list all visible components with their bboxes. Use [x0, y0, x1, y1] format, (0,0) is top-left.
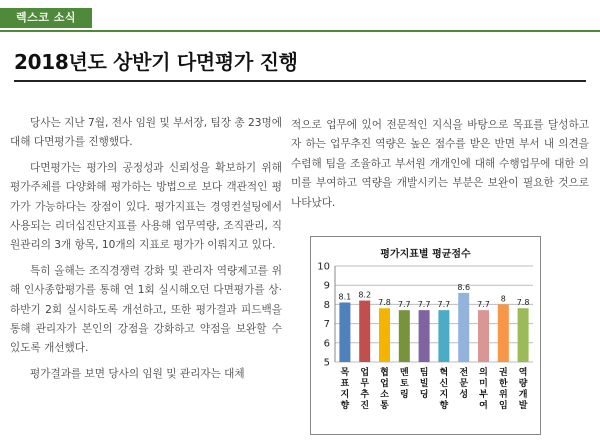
x-tick-label: 토 [399, 379, 409, 389]
x-tick-label: 지 [340, 390, 350, 400]
bar [419, 310, 430, 362]
paragraph: 당사는 지난 7월, 전사 임원 및 부서장, 팀장 총 23명에 대해 다면평가를 진행했다. [10, 117, 282, 149]
article-column-left [10, 114, 282, 390]
x-tick-label: 무 [360, 379, 370, 389]
x-tick-label: 한 [498, 379, 508, 389]
x-tick-label: 업 [380, 379, 389, 389]
x-tick-label: 임 [498, 401, 508, 411]
bar [359, 301, 370, 362]
paragraph: 적으로 업무에 있어 전문적인 지식을 바탕으로 목표를 달성하고자 하는 업무추진 역량은 높은 점수를 받은 반면 부서 내 의견을 수렴해 팀을 조율하고 부서원 개개인에 대해 수행업무에 대한 의미를 부여하고 역량을 개발시키는 부분은 보완이 필요한 것으로 나타났다. [291, 119, 589, 209]
article-title: 2018년도 상반기 다면평가 진행 [14, 50, 298, 74]
value-label: 8.6 [457, 282, 471, 292]
x-tick-label: 빌 [419, 379, 429, 389]
paragraph: 평가결과를 보면 당사의 임원 및 관리자는 대체 [30, 367, 245, 380]
bar [478, 310, 489, 362]
y-tick-label: 7 [323, 319, 330, 331]
x-tick-label: 소 [380, 390, 389, 400]
x-tick-label: 발 [518, 401, 528, 411]
x-tick-label: 권 [498, 368, 508, 378]
bar [458, 293, 469, 362]
x-tick-label: 신 [439, 379, 449, 389]
bar [339, 302, 350, 362]
x-tick-label: 팀 [419, 368, 429, 378]
x-tick-label: 통 [380, 401, 389, 411]
value-label: 7.8 [516, 298, 530, 308]
y-tick-label: 6 [323, 338, 330, 350]
x-tick-label: 위 [498, 390, 508, 400]
bar [498, 304, 509, 362]
bar [379, 308, 390, 362]
value-label: 7.7 [417, 300, 431, 310]
x-tick-label: 진 [360, 401, 370, 411]
x-tick-label: 부 [479, 390, 488, 400]
x-tick-label: 추 [360, 390, 370, 400]
y-tick-label: 10 [317, 261, 330, 273]
x-tick-label: 향 [340, 401, 350, 411]
value-label: 7.8 [378, 298, 391, 308]
x-tick-label: 혁 [439, 368, 449, 378]
x-tick-label: 의 [479, 368, 488, 378]
x-tick-label: 미 [479, 379, 488, 389]
value-label: 8 [500, 294, 506, 304]
article-column-right [291, 116, 589, 219]
bar [438, 310, 449, 362]
x-tick-label: 성 [459, 390, 469, 400]
bar [518, 308, 529, 362]
x-tick-label: 목 [340, 368, 350, 378]
paragraph: 특히 올해는 조직경쟁력 강화 및 관리자 역량제고를 위해 인사종합평가를 통해 연 1회 실시해오던 다면평가를 상·하반기 2회 실시하도록 개선하고, 또한 평가결과 피드백을 통해 관리자가 본인의 강점을 강화하고 약점을 보완할 수 있도록 개선했다. [10, 264, 282, 355]
header-divider [0, 30, 600, 32]
section-tag: 렉스코 소식 [0, 8, 92, 28]
bar [399, 310, 410, 362]
x-tick-label: 표 [340, 379, 350, 389]
y-tick-label: 5 [323, 357, 330, 369]
chart-plot [311, 237, 540, 434]
chart-title: 평가지표별 평균점수 [380, 249, 471, 260]
x-tick-label: 협 [380, 368, 389, 378]
bar-chart [310, 236, 541, 435]
y-tick-label: 8 [323, 299, 330, 311]
value-label: 7.7 [437, 300, 451, 310]
x-tick-label: 향 [439, 401, 449, 411]
x-tick-label: 멘 [399, 368, 409, 378]
x-tick-label: 여 [479, 401, 488, 411]
x-tick-label: 업 [360, 368, 370, 378]
x-tick-label: 지 [439, 390, 449, 400]
value-label: 7.7 [477, 300, 490, 310]
x-tick-label: 역 [518, 368, 528, 378]
value-label: 8.1 [338, 292, 352, 302]
paragraph: 다면평가는 평가의 공정성과 신뢰성을 확보하기 위해 평가주체를 다양화해 평가하는 방법으로 보다 객관적인 평가가 가능하다는 장점이 있다. 평가지표는 경영컨설팅에서 사용되는 리더십진단지표를 사용해 업무역량, 조직관리, 직원관리의 3개 항목, 10개의 지표로 평가가 이뤄지고 있다. [10, 161, 282, 252]
x-tick-label: 문 [459, 379, 469, 389]
x-tick-label: 딩 [419, 390, 429, 400]
value-label: 8.2 [358, 290, 372, 300]
x-tick-label: 량 [518, 379, 528, 389]
value-label: 7.7 [397, 300, 411, 310]
y-tick-label: 9 [323, 280, 330, 292]
x-tick-label: 개 [518, 390, 528, 400]
x-tick-label: 전 [459, 368, 469, 378]
title-divider [14, 80, 586, 82]
x-tick-label: 링 [399, 390, 409, 400]
